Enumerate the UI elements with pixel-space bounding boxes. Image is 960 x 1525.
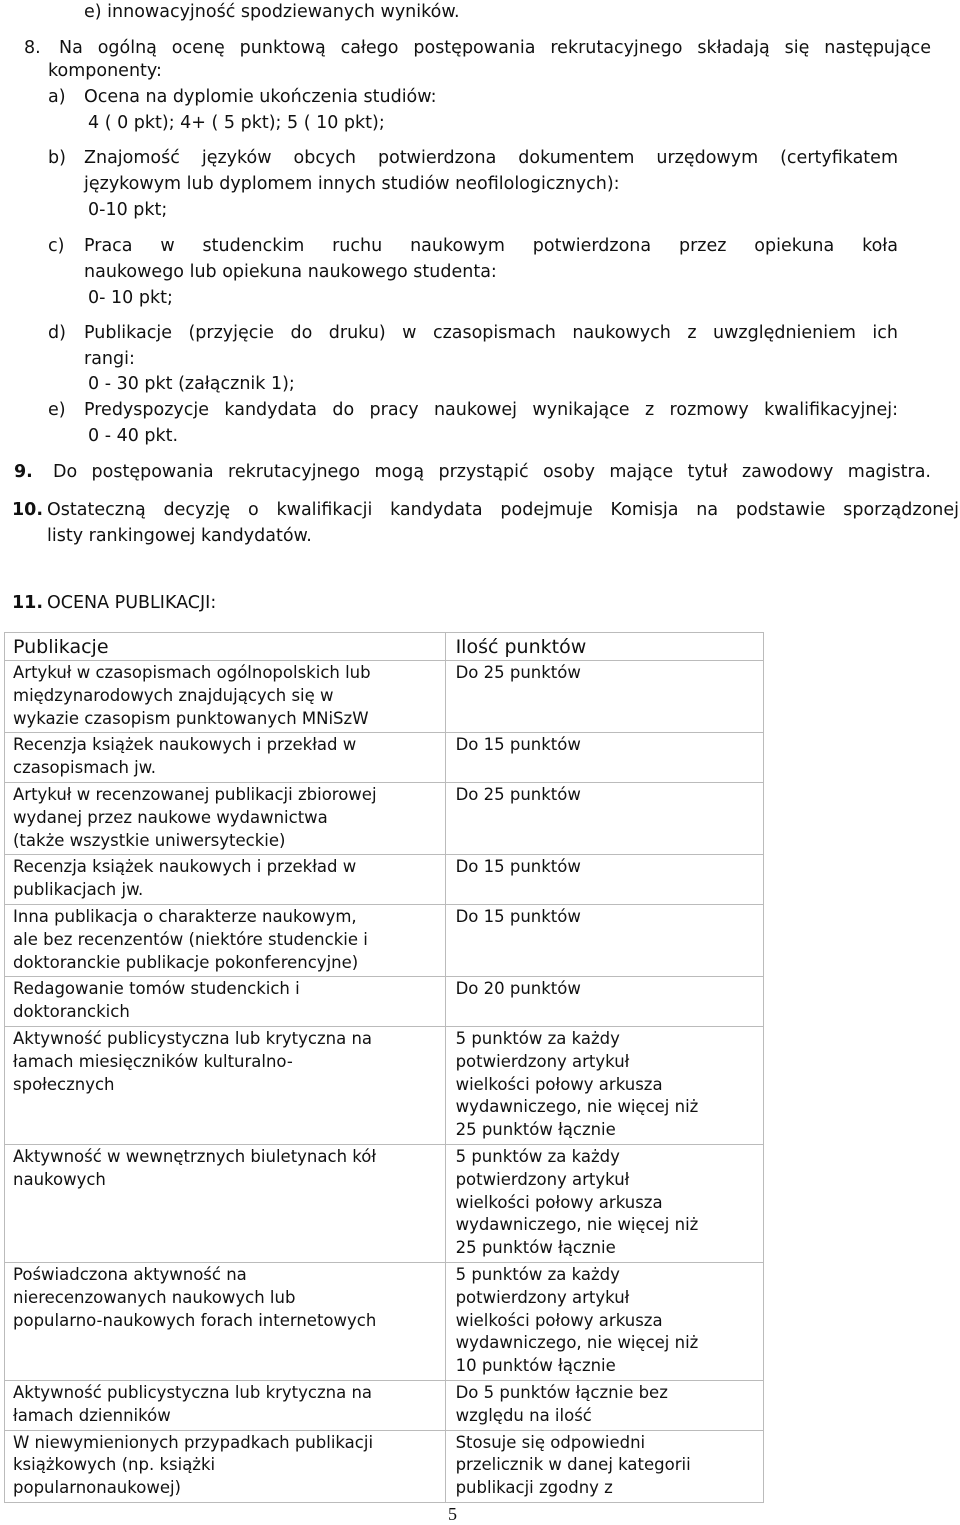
table-row bbox=[5, 855, 764, 905]
table-row bbox=[5, 1380, 764, 1430]
item-e-label: e) bbox=[48, 400, 66, 420]
table-row bbox=[5, 661, 764, 733]
table-row bbox=[5, 1026, 764, 1144]
points-value: Stosuje się odpowiedni przelicznik w danej kategorii publikacji zgodny z bbox=[445, 1430, 763, 1502]
points-value: Do 15 punktów bbox=[445, 855, 763, 905]
item-d-line1: Publikacje (przyjęcie do druku) w czasopismach naukowych z uwzględnieniem ich bbox=[84, 323, 898, 343]
item-a-values: 4 ( 0 pkt); 4+ ( 5 pkt); 5 ( 10 pkt); bbox=[88, 113, 385, 133]
item-b-label: b) bbox=[48, 148, 66, 168]
header-publikacje: Publikacje bbox=[5, 633, 446, 661]
points-value: Do 25 punktów bbox=[445, 661, 763, 733]
section-8-line1: Na ogólną ocenę punktową całego postępowania rekrutacyjnego składają się następujące bbox=[59, 38, 931, 58]
publication-type: Recenzja książek naukowych i przekład w publikacjach jw. bbox=[5, 855, 446, 905]
table-row bbox=[5, 782, 764, 854]
table-row bbox=[5, 1430, 764, 1502]
points-value: Do 5 punktów łącznie bez względu na ilość bbox=[445, 1380, 763, 1430]
publication-type: Poświadczona aktywność na nierecenzowanych naukowych lub popularno-naukowych forach internetowych bbox=[5, 1262, 446, 1380]
publication-type: Aktywność publicystyczna lub krytyczna na łamach miesięczników kulturalno- społecznych bbox=[5, 1026, 446, 1144]
item-c-line2: naukowego lub opiekuna naukowego studenta: bbox=[84, 262, 497, 282]
table-row bbox=[5, 733, 764, 783]
header-ilosc-punktow: Ilość punktów bbox=[445, 633, 763, 661]
table-row bbox=[5, 904, 764, 976]
publication-type: Redagowanie tomów studenckich i doktoranckich bbox=[5, 977, 446, 1027]
item-b-line2: językowym lub dyplomem innych studiów neofilologicznych): bbox=[84, 174, 620, 194]
section-10-line1: Ostateczną decyzję o kwalifikacji kandydata podejmuje Komisja na podstawie sporządzonej bbox=[47, 500, 959, 520]
section-10-line2: listy rankingowej kandydatów. bbox=[47, 526, 312, 546]
item-d-label: d) bbox=[48, 323, 66, 343]
points-value: Do 25 punktów bbox=[445, 782, 763, 854]
publication-type: W niewymienionych przypadkach publikacji książkowych (np. książki popularnonaukowej) bbox=[5, 1430, 446, 1502]
publications-table bbox=[4, 632, 764, 1503]
section-10-number: 10. bbox=[12, 500, 44, 520]
item-c-label: c) bbox=[48, 236, 65, 256]
item-a-label: a) bbox=[48, 87, 66, 107]
item-b-line1: Znajomość języków obcych potwierdzona dokumentem urzędowym (certyfikatem bbox=[84, 148, 898, 168]
table-row bbox=[5, 1262, 764, 1380]
publication-type: Aktywność publicystyczna lub krytyczna na łamach dzienników bbox=[5, 1380, 446, 1430]
item-d-points: 0 - 30 pkt (załącznik 1); bbox=[88, 374, 295, 394]
points-value: 5 punktów za każdy potwierdzony artykuł wielkości połowy arkusza wydawniczego, nie więcej niż 25 punktów łącznie bbox=[445, 1144, 763, 1262]
points-value: Do 20 punktów bbox=[445, 977, 763, 1027]
section-8-line2: komponenty: bbox=[48, 61, 162, 81]
section-9-text: Do postępowania rekrutacyjnego mogą przystąpić osoby mające tytuł zawodowy magistra. bbox=[53, 462, 931, 482]
points-value: 5 punktów za każdy potwierdzony artykuł wielkości połowy arkusza wydawniczego, nie więcej niż 10 punktów łącznie bbox=[445, 1262, 763, 1380]
section-9-number: 9. bbox=[14, 462, 33, 482]
points-value: Do 15 punktów bbox=[445, 733, 763, 783]
publication-type: Aktywność w wewnętrznych biuletynach kół naukowych bbox=[5, 1144, 446, 1262]
table-header-row bbox=[5, 633, 764, 661]
publication-type: Recenzja książek naukowych i przekład w czasopismach jw. bbox=[5, 733, 446, 783]
points-value: 5 punktów za każdy potwierdzony artykuł wielkości połowy arkusza wydawniczego, nie więcej niż 25 punktów łącznie bbox=[445, 1026, 763, 1144]
item-e-line1: Predyspozycje kandydata do pracy naukowej wynikające z rozmowy kwalifikacyjnej: bbox=[84, 400, 898, 420]
table-row bbox=[5, 977, 764, 1027]
item-d-line2: rangi: bbox=[84, 349, 135, 369]
section-8-number: 8. bbox=[24, 38, 41, 58]
publication-type: Inna publikacja o charakterze naukowym, ale bez recenzentów (niektóre studenckie i doktoranckie publikacje pokonferencyjne) bbox=[5, 904, 446, 976]
item-c-points: 0- 10 pkt; bbox=[88, 288, 173, 308]
item-a-text: Ocena na dyplomie ukończenia studiów: bbox=[84, 87, 437, 107]
item-c-line1: Praca w studenckim ruchu naukowym potwierdzona przez opiekuna koła bbox=[84, 236, 898, 256]
item-b-points: 0-10 pkt; bbox=[88, 200, 168, 220]
section-11-number: 11. bbox=[12, 593, 44, 613]
table-row bbox=[5, 1144, 764, 1262]
publication-type: Artykuł w czasopismach ogólnopolskich lub międzynarodowych znajdujących się w wykazie czasopism punktowanych MNiSzW bbox=[5, 661, 446, 733]
page-number: 5 bbox=[448, 1504, 457, 1524]
item-7e-text: e) innowacyjność spodziewanych wyników. bbox=[84, 2, 460, 22]
item-e-points: 0 - 40 pkt. bbox=[88, 426, 179, 446]
publication-type: Artykuł w recenzowanej publikacji zbiorowej wydanej przez naukowe wydawnictwa (także wszystkie uniwersyteckie) bbox=[5, 782, 446, 854]
points-value: Do 15 punktów bbox=[445, 904, 763, 976]
section-11-title: OCENA PUBLIKACJI: bbox=[47, 593, 217, 613]
